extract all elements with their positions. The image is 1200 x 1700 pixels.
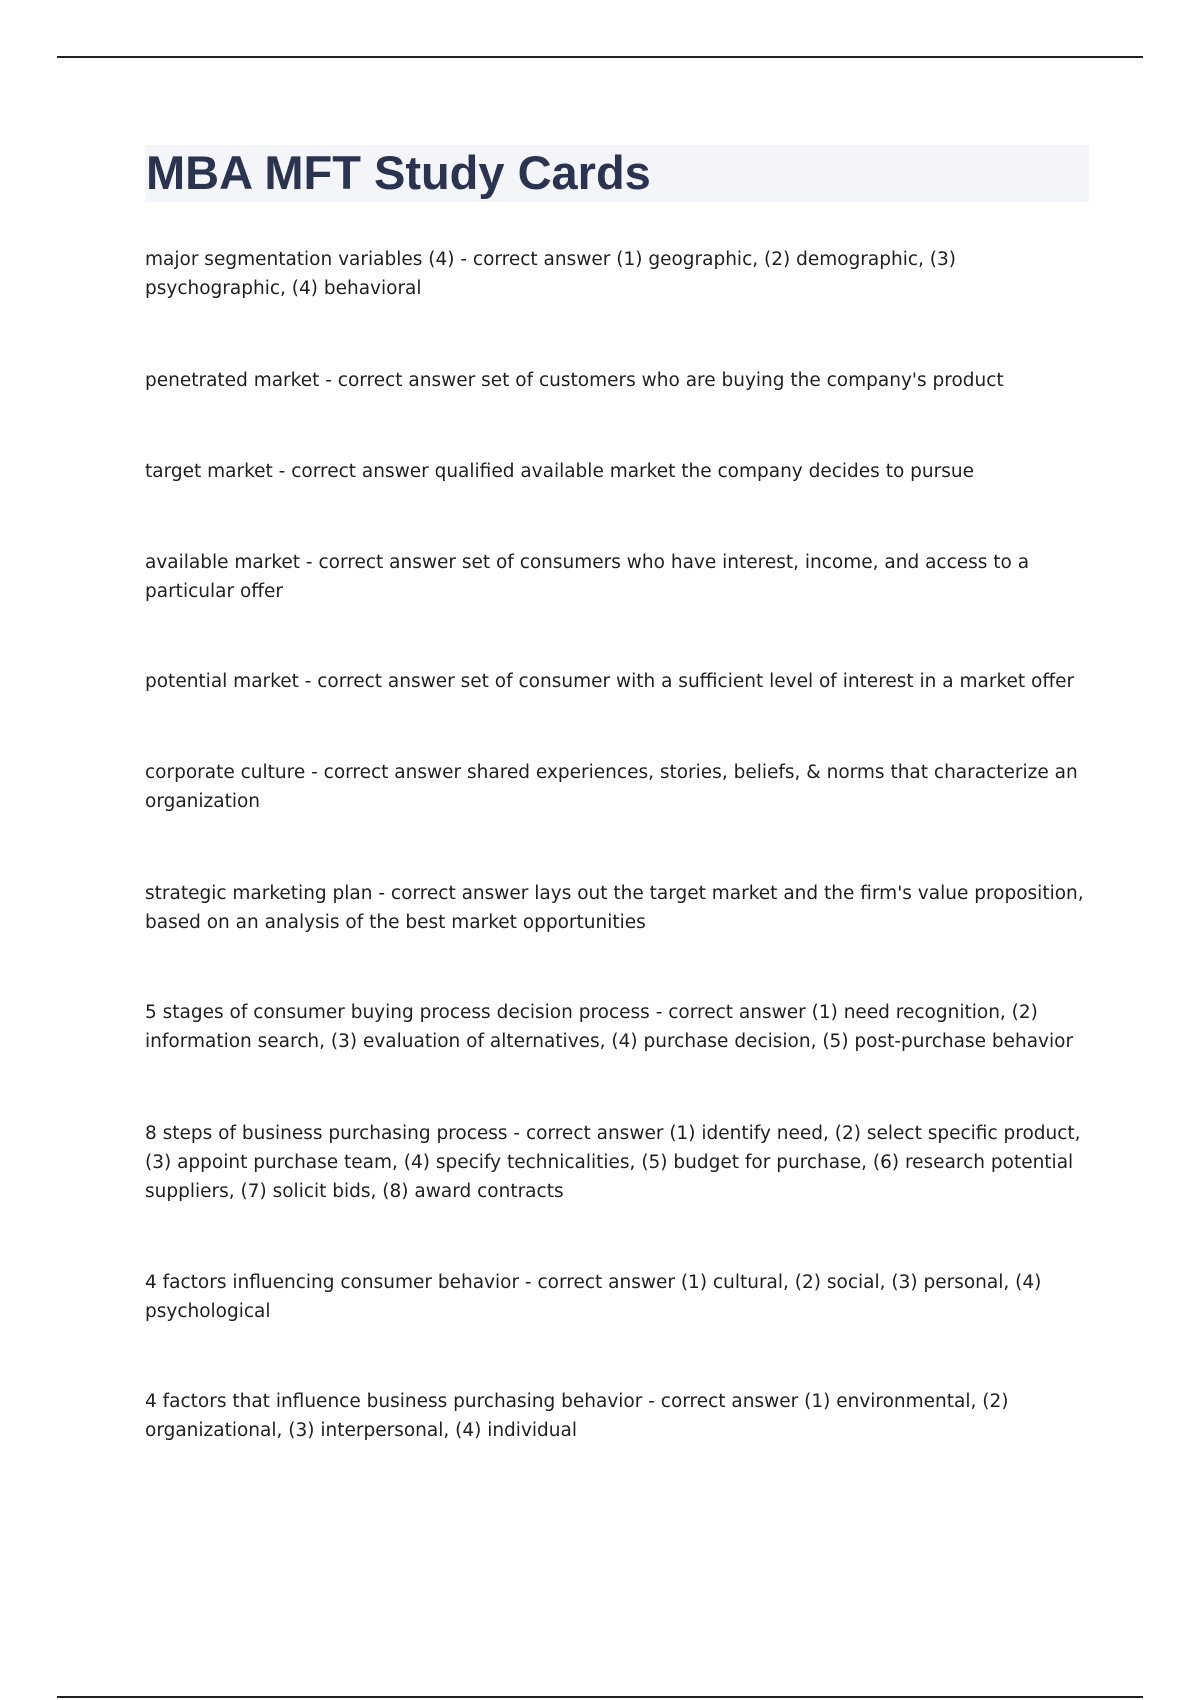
study-card: strategic marketing plan - correct answer lays out the target market and the firm's value proposition, based on an analysis of the best market opportunities xyxy=(145,883,1084,933)
study-card: 4 factors that influence business purchasing behavior - correct answer (1) environmental, (2) organizational, (3) interpersonal, (4) individual xyxy=(145,1391,1009,1441)
study-card: available market - correct answer set of consumers who have interest, income, and access to a particular offer xyxy=(145,552,1030,602)
study-card: major segmentation variables (4) - correct answer (1) geographic, (2) demographic, (3) psychographic, (4) behavioral xyxy=(145,249,956,299)
study-card: 5 stages of consumer buying process decision process - correct answer (1) need recognition, (2) information search, (3) evaluation of alternatives, (4) purchase decision, (5) post-purchase behavior xyxy=(145,1002,1074,1052)
study-card: target market - correct answer qualified available market the company decides to pursue xyxy=(145,461,974,482)
bottom-divider xyxy=(57,1696,1143,1698)
study-card: potential market - correct answer set of consumer with a sufficient level of interest in a market offer xyxy=(145,671,1075,692)
document-title: MBA MFT Study Cards xyxy=(146,146,651,199)
study-card: 4 factors influencing consumer behavior - correct answer (1) cultural, (2) social, (3) personal, (4) psychological xyxy=(145,1272,1042,1322)
top-divider xyxy=(57,56,1143,58)
study-card: penetrated market - correct answer set of customers who are buying the company's product xyxy=(145,370,1004,391)
study-card: corporate culture - correct answer shared experiences, stories, beliefs, & norms that characterize an organization xyxy=(145,762,1078,812)
study-card: 8 steps of business purchasing process - correct answer (1) identify need, (2) select specific product, (3) appoint purchase team, (4) specify technicalities, (5) budget for purchase, (6) research potential suppliers, (7) solicit bids, (8) award contracts xyxy=(145,1123,1081,1202)
